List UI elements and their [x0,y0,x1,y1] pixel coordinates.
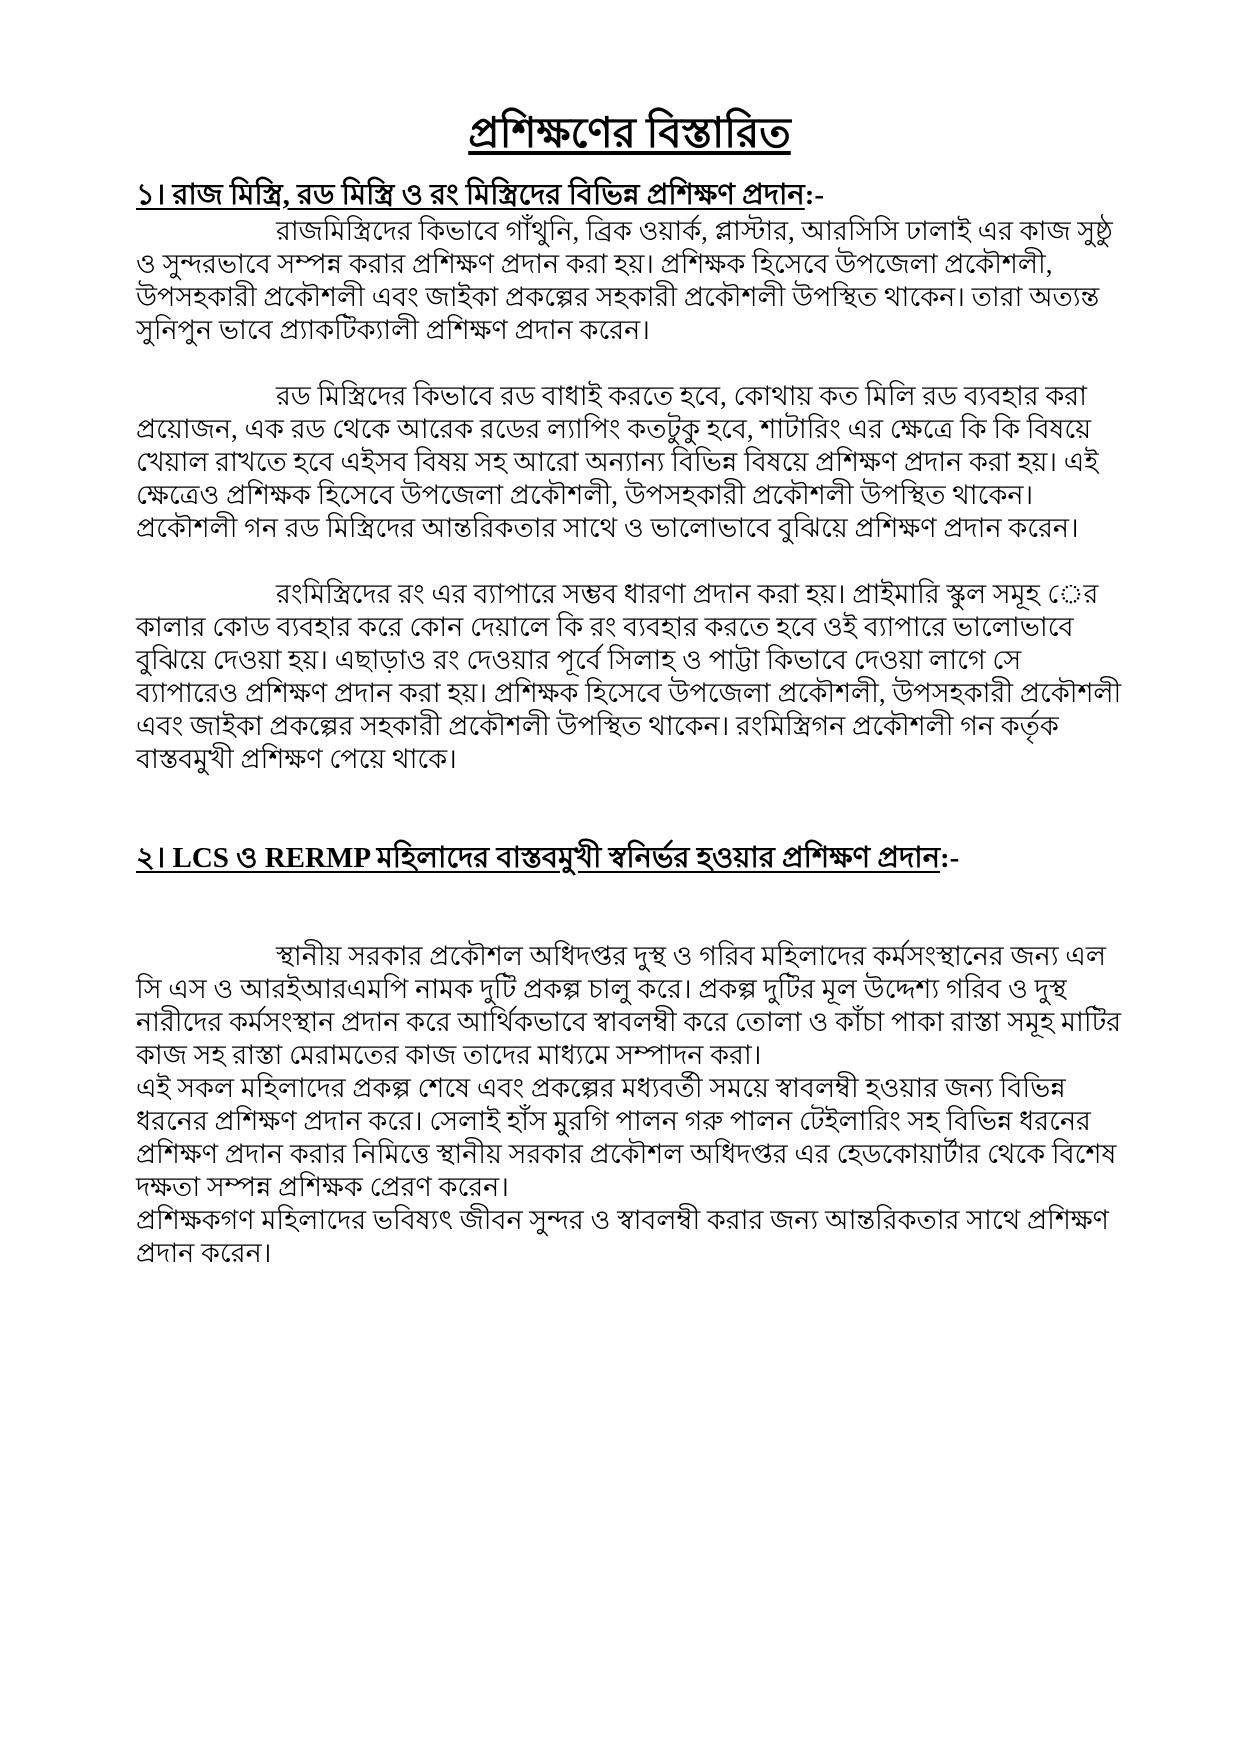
section-2-heading [136,840,1123,876]
paragraph-paint-mistri-training: রংমিস্ত্রিদের রং এর ব্যাপারে সম্ভব ধারণা প্রদান করা হয়। প্রাইমারি স্কুল সমূহ ের কালার কোড ব্যবহার করে কোন দেয়ালে কি রং ব্যবহার করতে হবে ওই ব্যাপারে ভালোভাবে বুঝিয়ে দেওয়া হয়। এছাড়াও রং দেওয়ার পূর্বে সিলাহ ও পাট্টা কিভাবে দেওয়া লাগে সে ব্যাপারেও প্রশিক্ষণ প্রদান করা হয়। প্রশিক্ষক হিসেবে উপজেলা প্রকৌশলী, উপসহকারী প্রকৌশলী এবং জাইকা প্রকল্পের সহকারী প্রকৌশলী উপস্থিত থাকেন। রংমিস্ত্রিগন প্রকৌশলী গন কর্তৃক বাস্তবমুখী প্রশিক্ষণ পেয়ে থাকে। [136,578,1122,774]
page-title-text: প্রশিক্ষণের বিস্তারিত [468,111,791,157]
section-lcs-rermp-women [136,840,1123,1270]
section-2-heading-suffix: :- [940,841,960,874]
section-1-heading-text: ১। রাজ মিস্ত্রি, রড মিস্ত্রি ও রং মিস্ত্রিদের বিভিন্ন প্রশিক্ষণ প্রদান [136,178,805,211]
paragraph-masonry-training: রাজমিস্ত্রিদের কিভাবে গাঁথুনি, ব্রিক ওয়ার্ক, প্লাস্টার, আরসিসি ঢালাই এর কাজ সুষ্ঠু ও সুন্দরভাবে সম্পন্ন করার প্রশিক্ষণ প্রদান করা হয়। প্রশিক্ষক হিসেবে উপজেলা প্রকৌশলী, উপসহকারী প্রকৌশলী এবং জাইকা প্রকল্পের সহকারী প্রকৌশলী উপস্থিত থাকেন। তারা অত্যন্ত সুনিপুন ভাবে প্র্যাকটিক্যালী প্রশিক্ষণ প্রদান করেন। [136,215,1113,345]
paragraph-women-training-types: এই সকল মহিলাদের প্রকল্প শেষে এবং প্রকল্পের মধ্যবর্তী সময়ে স্বাবলম্বী হওয়ার জন্য বিভিন্ন ধরনের প্রশিক্ষণ প্রদান করে। সেলাই হাঁস মুরগি পালন গরু পালন টেইলারিং সহ বিভিন্ন ধরনের প্রশিক্ষণ প্রদান করার নিমিত্তে স্থানীয় সরকার প্রকৌশল অধিদপ্তর এর হেডকোয়ার্টার থেকে বিশেষ দক্ষতা সম্পন্ন প্রশিক্ষক প্রেরণ করেন। [136,1073,1117,1202]
paragraph-rod-mistri-training: রড মিস্ত্রিদের কিভাবে রড বাধাই করতে হবে, কোথায় কত মিলি রড ব্যবহার করা প্রয়োজন, এক রড থেকে আরেক রডের ল্যাপিং কতটুকু হবে, শাটারিং এর ক্ষেত্রে কি কি বিষয়ে খেয়াল রাখতে হবে এইসব বিষয় সহ আরো অন্যান্য বিভিন্ন বিষয়ে প্রশিক্ষণ প্রদান করা হয়। এই ক্ষেত্রেও প্রশিক্ষক হিসেবে উপজেলা প্রকৌশলী, উপসহকারী প্রকৌশলী উপস্থিত থাকেন। প্রকৌশলী গন রড মিস্ত্রিদের আন্তরিকতার সাথে ও ভালোভাবে বুঝিয়ে প্রশিক্ষণ প্রদান করেন। [136,380,1099,543]
section-2-heading-text: ২। LCS ও RERMP মহিলাদের বাস্তবমুখী স্বনির্ভর হওয়ার প্রশিক্ষণ প্রদান [136,841,941,874]
section-1-heading-suffix: :- [804,178,825,211]
paragraph-trainers-sincerity: প্রশিক্ষকগণ মহিলাদের ভবিষ্যৎ জীবন সুন্দর ও স্বাবলম্বী করার জন্য আন্তরিকতার সাথে প্রশিক্ষণ প্রদান করেন। [136,1205,1110,1268]
section-1-heading [136,177,1123,213]
section-training-masons [136,177,1123,776]
paragraph-lged-projects: স্থানীয় সরকার প্রকৌশল অধিদপ্তর দুস্থ ও গরিব মহিলাদের কর্মসংস্থানের জন্য এল সি এস ও আরইআরএমপি নামক দুটি প্রকল্প চালু করে। প্রকল্প দুটির মূল উদ্দেশ্য গরিব ও দুস্থ নারীদের কর্মসংস্থান প্রদান করে আর্থিকভাবে স্বাবলম্বী করে তোলা ও কাঁচা পাকা রাস্তা সমূহ মাটির কাজ সহ রাস্তা মেরামতের কাজ তাদের মাধ্যমে সম্পাদন করা। [136,941,1122,1070]
page-title [136,108,1123,161]
